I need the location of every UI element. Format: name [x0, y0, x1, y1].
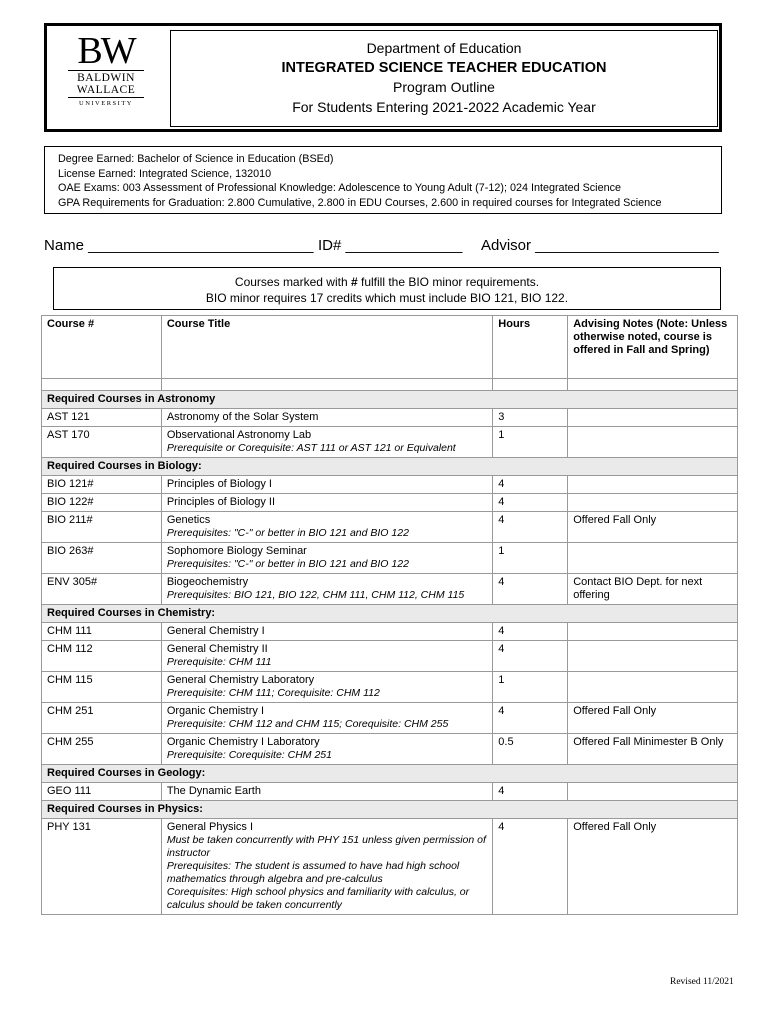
table-row — [42, 512, 738, 543]
degree-earned: Degree Earned: Bachelor of Science in Education (BSEd) — [58, 153, 334, 165]
header-separator-row — [42, 379, 738, 391]
course-prerequisite: Prerequisites: BIO 121, BIO 122, CHM 111, CHM 112, CHM 115 — [166, 589, 465, 601]
course-title: Astronomy of the Solar System — [166, 411, 319, 423]
section-label: Required Courses in Geology: — [42, 765, 738, 783]
advising-note: Offered Fall Only — [568, 703, 738, 734]
course-table — [41, 315, 738, 915]
course-prerequisite: Must be taken concurrently with PHY 151 unless given permission of instructor — [166, 834, 486, 859]
course-title: General Chemistry I — [166, 625, 265, 637]
logo-letters: BW — [77, 30, 135, 72]
course-prerequisite: Corequisites: High school physics and familiarity with calculus, or calculus should be taken concurrently — [166, 886, 470, 911]
course-title-cell — [161, 494, 492, 512]
license-earned: License Earned: Integrated Science, 132010 — [58, 167, 272, 180]
section-label: Required Courses in Astronomy — [42, 391, 738, 409]
course-number: GEO 111 — [42, 783, 162, 801]
header-title-box — [170, 30, 718, 127]
course-hours: 1 — [493, 672, 568, 703]
course-hours: 1 — [493, 543, 568, 574]
oae-exams: OAE Exams: 003 Assessment of Professional Knowledge: Adolescence to Young Adult (7-12); 024 Integrated Science — [58, 182, 621, 194]
name-field[interactable]: Name ___________________________ — [44, 237, 314, 254]
advising-note: Contact BIO Dept. for next offering — [568, 574, 738, 605]
advising-note — [568, 409, 738, 427]
course-title-cell — [161, 574, 492, 605]
course-title: Organic Chemistry I — [166, 705, 265, 717]
course-title: Principles of Biology II — [166, 496, 276, 508]
course-number: PHY 131 — [42, 819, 162, 915]
course-prerequisite: Prerequisites: The student is assumed to have had high school mathematics through algebra and pre-calculus — [166, 860, 460, 885]
header-course: Course # — [42, 316, 162, 379]
course-title: Genetics — [166, 514, 211, 526]
logo-line1: BALDWIN — [77, 72, 135, 84]
course-hours: 0.5 — [493, 734, 568, 765]
bio-minor-note — [53, 267, 721, 310]
table-row — [42, 819, 738, 915]
course-title: General Chemistry Laboratory — [166, 674, 315, 686]
course-hours: 4 — [493, 703, 568, 734]
course-title-cell — [161, 512, 492, 543]
course-title-cell — [161, 819, 492, 915]
course-title: Biogeochemistry — [166, 576, 249, 588]
course-prerequisite: Prerequisite or Corequisite: AST 111 or AST 121 or Equivalent — [166, 442, 456, 454]
logo-line3: UNIVERSITY — [79, 100, 133, 107]
advising-note — [568, 783, 738, 801]
table-row — [42, 783, 738, 801]
bio-note-line2: BIO minor requires 17 credits which must include BIO 121, BIO 122. — [205, 291, 569, 305]
baldwin-wallace-logo — [62, 30, 150, 119]
outline-title: Program Outline — [393, 79, 495, 95]
logo-divider-2 — [68, 97, 144, 98]
course-title-cell — [161, 672, 492, 703]
table-row — [42, 734, 738, 765]
course-hours: 4 — [493, 819, 568, 915]
course-title: Principles of Biology I — [166, 478, 272, 490]
section-header-row — [42, 765, 738, 783]
course-number: BIO 122# — [42, 494, 162, 512]
bio-note-pre: Courses marked with — [234, 275, 351, 289]
table-row — [42, 623, 738, 641]
advising-note — [568, 672, 738, 703]
header-hours: Hours — [493, 316, 568, 379]
degree-info-box — [44, 146, 722, 214]
table-row — [42, 409, 738, 427]
header-notes: Advising Notes (Note: Unless otherwise noted, course is offered in Fall and Spring) — [568, 316, 738, 379]
course-title: The Dynamic Earth — [166, 785, 261, 797]
course-title-cell — [161, 641, 492, 672]
course-title-cell — [161, 703, 492, 734]
advising-note: Offered Fall Only — [568, 512, 738, 543]
course-number: CHM 111 — [42, 623, 162, 641]
table-row — [42, 476, 738, 494]
id-field[interactable]: ID# ______________ — [318, 237, 463, 254]
section-header-row — [42, 391, 738, 409]
course-prerequisite: Prerequisite: CHM 111 — [166, 656, 272, 668]
course-hours: 4 — [493, 623, 568, 641]
advising-note — [568, 494, 738, 512]
entering-year: For Students Entering 2021-2022 Academic Year — [292, 98, 596, 115]
course-title-cell — [161, 734, 492, 765]
course-number: ENV 305# — [42, 574, 162, 605]
section-header-row — [42, 458, 738, 476]
course-number: BIO 263# — [42, 543, 162, 574]
table-row — [42, 427, 738, 458]
table-row — [42, 703, 738, 734]
course-number: CHM 255 — [42, 734, 162, 765]
revised-date: Revised 11/2021 — [670, 977, 734, 987]
advising-note — [568, 427, 738, 458]
advising-note: Offered Fall Only — [568, 819, 738, 915]
course-number: CHM 251 — [42, 703, 162, 734]
course-prerequisite: Prerequisite: Corequisite: CHM 251 — [166, 749, 332, 761]
table-header-row — [42, 316, 738, 379]
course-number: BIO 211# — [42, 512, 162, 543]
course-title-cell — [161, 476, 492, 494]
table-row — [42, 543, 738, 574]
department-title: Department of Education — [366, 40, 522, 56]
table-row — [42, 641, 738, 672]
table-row — [42, 574, 738, 605]
course-prerequisite: Prerequisite: CHM 112 and CHM 115; Corequisite: CHM 255 — [166, 718, 449, 730]
course-hours: 1 — [493, 427, 568, 458]
section-label: Required Courses in Physics: — [42, 801, 738, 819]
header-title: Course Title — [161, 316, 492, 379]
course-title-cell — [161, 543, 492, 574]
course-title-cell — [161, 427, 492, 458]
advisor-field[interactable]: Advisor ______________________ — [481, 237, 719, 254]
course-hours: 4 — [493, 476, 568, 494]
course-prerequisite: Prerequisite: CHM 111; Corequisite: CHM 112 — [166, 687, 380, 699]
course-title: General Physics I — [166, 821, 254, 833]
course-title: Organic Chemistry I Laboratory — [166, 736, 320, 748]
course-title-cell — [161, 409, 492, 427]
section-label: Required Courses in Biology: — [42, 458, 738, 476]
bio-note-mark: # — [350, 275, 358, 289]
course-title-cell — [161, 783, 492, 801]
course-number: BIO 121# — [42, 476, 162, 494]
bio-note-post: fulfill the BIO minor requirements. — [357, 275, 540, 289]
program-title: INTEGRATED SCIENCE TEACHER EDUCATION — [281, 59, 607, 76]
course-body — [42, 391, 738, 915]
course-hours: 3 — [493, 409, 568, 427]
course-hours: 4 — [493, 512, 568, 543]
course-number: AST 170 — [42, 427, 162, 458]
bio-note-line1 — [54, 274, 720, 290]
table-row — [42, 672, 738, 703]
advising-note — [568, 476, 738, 494]
section-label: Required Courses in Chemistry: — [42, 605, 738, 623]
course-hours: 4 — [493, 783, 568, 801]
course-number: AST 121 — [42, 409, 162, 427]
course-number: CHM 115 — [42, 672, 162, 703]
course-title-cell — [161, 623, 492, 641]
course-title: Sophomore Biology Seminar — [166, 545, 307, 557]
advising-note: Offered Fall Minimester B Only — [568, 734, 738, 765]
course-title: Observational Astronomy Lab — [166, 429, 312, 441]
gpa-requirements: GPA Requirements for Graduation: 2.800 Cumulative, 2.800 in EDU Courses, 2.600 in required courses for Integrated Science — [58, 196, 662, 209]
advising-note — [568, 623, 738, 641]
advising-note — [568, 641, 738, 672]
table-row — [42, 494, 738, 512]
logo-line2: WALLACE — [76, 84, 136, 96]
course-hours: 4 — [493, 641, 568, 672]
advising-note — [568, 543, 738, 574]
course-hours: 4 — [493, 494, 568, 512]
course-number: CHM 112 — [42, 641, 162, 672]
course-title: General Chemistry II — [166, 643, 268, 655]
course-prerequisite: Prerequisites: "C-" or better in BIO 121 and BIO 122 — [166, 558, 409, 570]
course-prerequisite: Prerequisites: "C-" or better in BIO 121 and BIO 122 — [166, 527, 409, 539]
course-hours: 4 — [493, 574, 568, 605]
section-header-row — [42, 801, 738, 819]
section-header-row — [42, 605, 738, 623]
